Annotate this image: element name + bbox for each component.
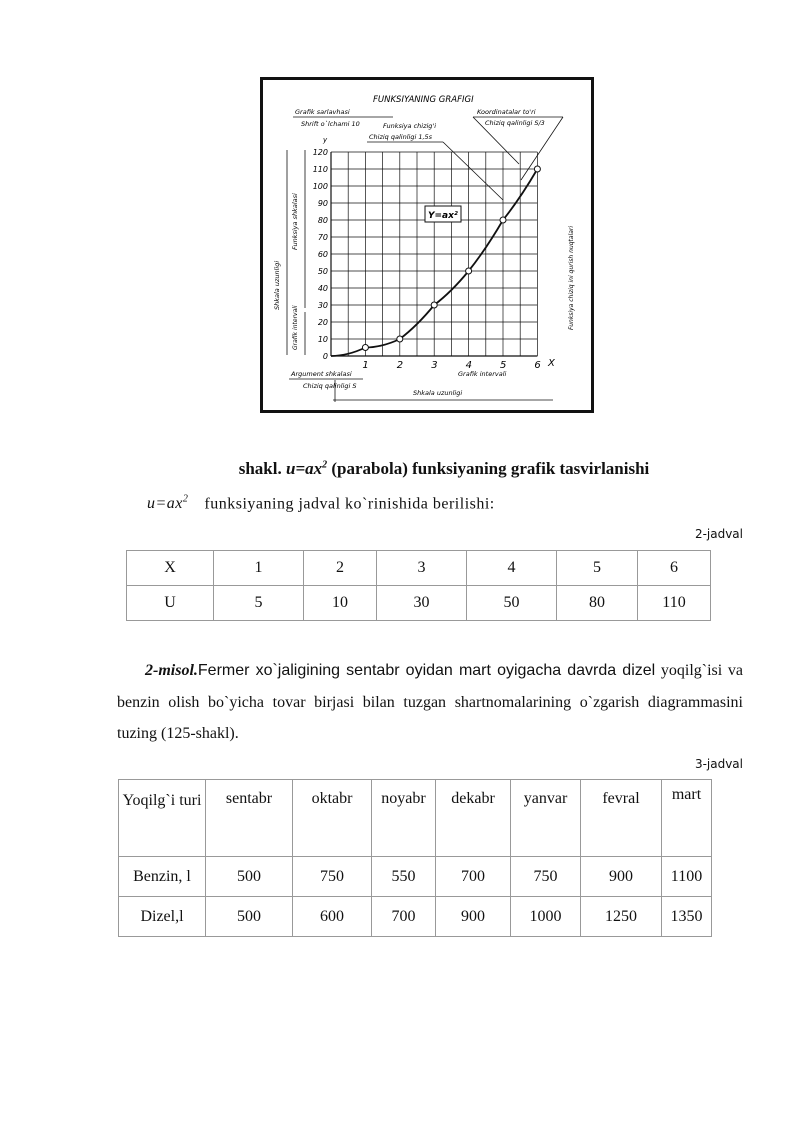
x-tick-label: 4 [465,360,472,371]
y-tick-label: 20 [317,318,328,327]
table-row [119,897,712,937]
table-cell: 50 [467,586,557,621]
table-fuel-contracts [118,779,712,937]
x-tick-label: 6 [534,360,541,371]
y-axis-symbol: y [323,136,328,144]
y-tick-label: 40 [317,284,328,293]
right-label-points: Funksiya chiziq ini qurish nuqtalari [568,225,575,330]
left-label-interval: Grafik intervali [292,305,299,350]
table-cell: 3 [377,551,467,586]
table-cell: 2 [304,551,377,586]
curve-point [534,166,540,172]
y-tick-label: 30 [317,301,328,310]
table-header-cell: mart [662,780,712,857]
table-cell: 500 [206,857,293,897]
left-label-scale: Shkala uzunligi [273,260,281,310]
table-cell: 10 [304,586,377,621]
x-tick-label: 2 [396,360,404,371]
y-tick-label: 50 [317,267,328,276]
table3-label: 3-jadval [694,757,743,771]
bottom-label-interval: Grafik intervali [458,370,507,378]
table-row [127,551,711,586]
table-cell: Dizel,l [119,897,206,937]
curve-point [500,217,506,223]
y-tick-label: 100 [312,182,328,191]
callout-function-line: Funksiya chizig'i [383,122,437,130]
bottom-label-scale-length: Shkala uzunligi [413,389,463,397]
table-header-cell: dekabr [436,780,511,857]
table-header-cell: noyabr [372,780,436,857]
example-text-b: yoqilg`isi va benzin olish bo`yicha tovar birjasi bilan tuzgan shartnomalarining o`zgarish diagrammasini tuzing (125-shakl). [117,662,744,742]
table-cell: 900 [436,897,511,937]
bottom-label-thickness: Chiziq qalinligi S [303,382,357,390]
table-cell: 1 [214,551,304,586]
figure-caption [0,459,800,479]
x-tick-label: 5 [500,360,507,371]
table-header-cell: sentabr [206,780,293,857]
table2-label: 2-jadval [694,527,743,541]
table-cell: 30 [377,586,467,621]
callout-grid: Koordinatalar to'ri [477,108,536,116]
x-tick-label: 3 [431,360,438,371]
coordinate-grid [331,152,537,356]
table-cell: 600 [293,897,372,937]
y-tick-label: 70 [317,233,328,242]
curve-point [466,268,472,274]
intro-line [147,494,495,513]
table-cell: Benzin, l [119,857,206,897]
table-header-cell: yanvar [511,780,581,857]
table-cell: 550 [372,857,436,897]
figure-title: FUNKSIYANING GRAFIGI [373,95,474,105]
x-tick-label: 1 [362,360,369,371]
table-cell: 500 [206,897,293,937]
table-cell: X [127,551,214,586]
bottom-label-argument: Argument shkalasi [291,370,352,378]
function-graph-figure [260,77,594,413]
y-tick-label: 90 [317,199,328,208]
table-cell: 700 [436,857,511,897]
callout-line-thickness: Chiziq qalinligi 1,5s [369,133,433,141]
y-tick-label: 120 [312,148,328,157]
table-cell: 5 [214,586,304,621]
table-cell: 1250 [581,897,662,937]
callout-font: Shrift o`lchami 10 [301,120,360,128]
table-cell: 5 [557,551,638,586]
table-function-values [126,550,711,621]
caption-text: (parabola) funksiyaning grafik tasvirlanishi [331,459,650,478]
callout-title: Grafik sarlavhasi [295,108,350,116]
y-tick-label: 0 [322,352,328,361]
table-header-cell: Yoqilg`i turi [119,780,206,857]
x-axis-symbol: X [548,358,555,369]
left-label-function-scale: Funksiya shkalasi [291,193,299,250]
table-header-row [119,780,712,857]
callout-grid-thickness: Chiziq qalinligi S/3 [485,119,545,127]
curve-point [362,345,368,351]
function-graph-svg [263,80,591,410]
caption-formula: $u=ax^2$ [285,459,328,478]
table-cell: 110 [638,586,711,621]
table-cell: 1100 [662,857,712,897]
table-header-cell: fevral [581,780,662,857]
table-cell: 4 [467,551,557,586]
table-cell: 1000 [511,897,581,937]
table-row [127,586,711,621]
curve-point [431,302,437,308]
function-curve [331,166,540,356]
table-row [119,857,712,897]
table-cell: 80 [557,586,638,621]
curve-point [397,336,403,342]
table-cell: 1350 [662,897,712,937]
y-tick-label: 80 [317,216,328,225]
y-tick-labels [313,148,328,361]
example-text-a: Fermer xo`jaligining sentabr oyidan mart oyigacha davrda dizel [197,662,656,679]
y-tick-label: 10 [317,335,328,344]
intro-formula: $u=ax^2$ [147,494,189,513]
example-paragraph [117,655,743,750]
table-cell: 750 [293,857,372,897]
y-tick-label: 110 [312,165,328,174]
intro-text: funksiyaning jadval ko`rinishida berilishi: [204,495,495,513]
y-tick-label: 60 [317,250,328,259]
table-cell: 750 [511,857,581,897]
table-cell: 900 [581,857,662,897]
table-cell: 6 [638,551,711,586]
x-tick-labels [362,360,540,371]
table-cell: 700 [372,897,436,937]
table-cell: U [127,586,214,621]
example-label: 2-misol. [145,662,198,679]
table-header-cell: oktabr [293,780,372,857]
formula-box: Y=ax² [428,211,458,221]
caption-prefix: shakl. [238,459,282,478]
